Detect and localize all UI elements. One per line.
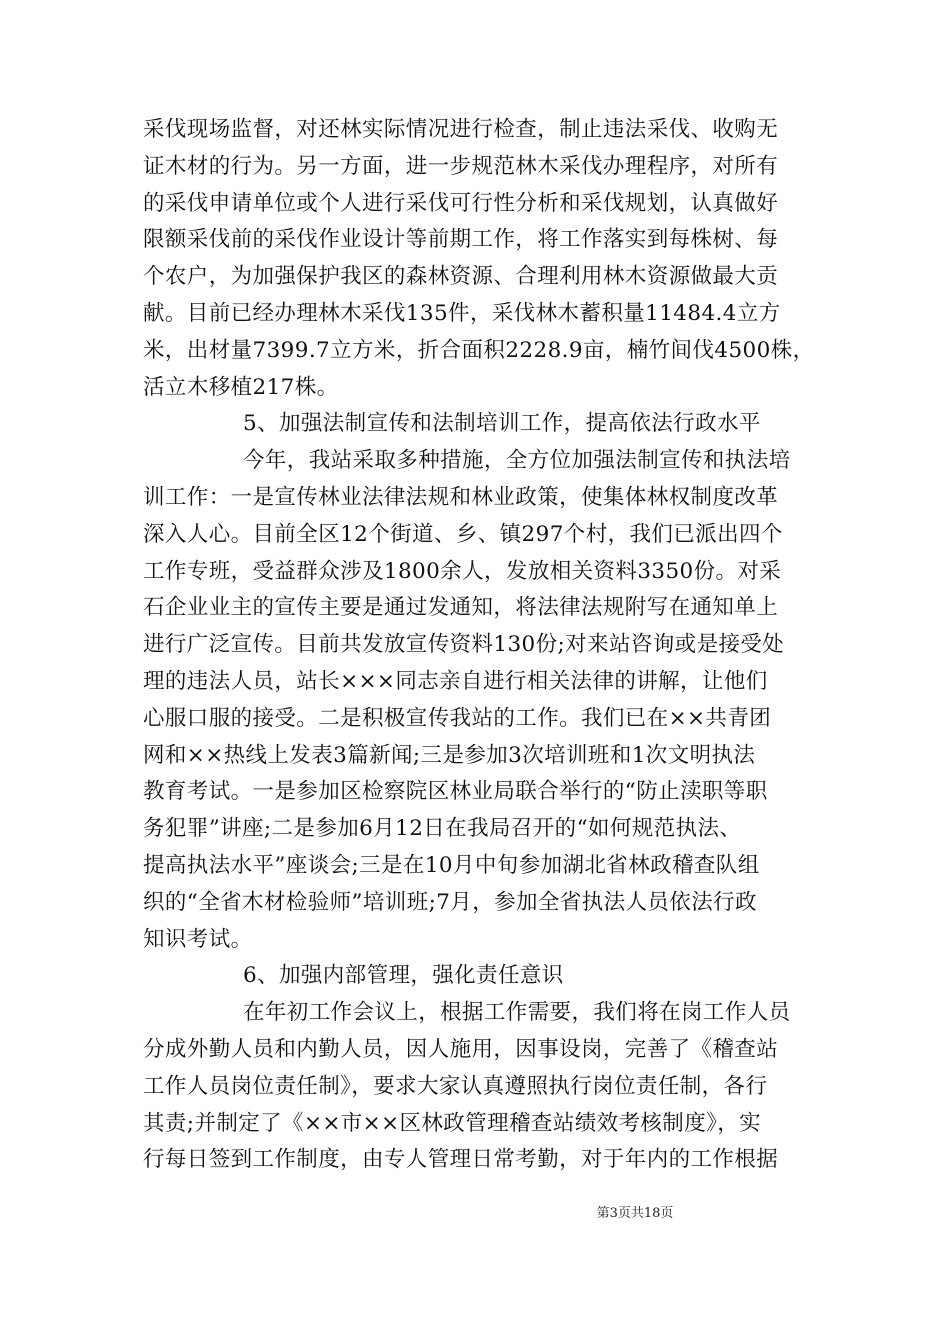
heading-text: 5、加强法制宣传和法制培训工作，提高依法行政水平 — [243, 411, 761, 437]
section-heading-5 — [143, 406, 813, 443]
text-line: 限额采伐前的采伐作业设计等前期工作，将工作落实到每株树、每 — [143, 227, 779, 253]
paragraph-internal-management — [143, 995, 813, 1179]
text-line: 工作人员岗位责任制》，要求大家认真遵照执行岗位责任制，各行 — [143, 1073, 768, 1099]
text-line: 石企业业主的宣传主要是通过发通知，将法律法规附写在通知单上 — [143, 595, 779, 621]
text-line: 分成外勤人员和内勤人员，因人施用，因事设岗，完善了《稽查站 — [143, 1036, 779, 1062]
text-line: 提高执法水平”座谈会;三是在10月中旬参加湖北省林政稽查队组 — [143, 852, 760, 878]
page-number-label: 第3页共18页 — [596, 1206, 674, 1221]
text-line: 务犯罪”讲座;二是参加6月12日在我局召开的“如何规范执法、 — [143, 816, 742, 842]
text-line: 心服口服的接受。二是积极宣传我站的工作。我们已在××共青团 — [143, 705, 772, 731]
text-line: 的采伐申请单位或个人进行采伐可行性分析和采伐规划，认真做好 — [143, 190, 779, 216]
text-line: 其责;并制定了《××市××区林政管理稽查站绩效考核制度》，实 — [143, 1110, 762, 1136]
text-line: 米，出材量7399.7立方米，折合面积2228.9亩，楠竹间伐4500株， — [143, 337, 815, 363]
heading-text: 6、加强内部管理，强化责任意识 — [243, 963, 564, 989]
text-line: 深入人心。目前全区12个街道、乡、镇297个村，我们已派出四个 — [143, 521, 783, 547]
text-line: 知识考试。 — [143, 926, 253, 952]
text-line: 训工作：一是宣传林业法律法规和林业政策，使集体林权制度改革 — [143, 484, 779, 510]
text-line: 采伐现场监督，对还林实际情况进行检查，制止违法采伐、收购无 — [143, 117, 779, 142]
text-line: 理的违法人员，站长×××同志亲自进行相关法律的讲解，让他们 — [143, 668, 768, 694]
text-line: 证木材的行为。另一方面，进一步规范林木采伐办理程序，对所有 — [143, 153, 779, 179]
document-body — [143, 112, 813, 1179]
section-heading-6 — [143, 958, 813, 995]
text-line: 行每日签到工作制度，由专人管理日常考勤，对于年内的工作根据 — [143, 1147, 779, 1173]
text-line: 活立木移植217株。 — [143, 374, 339, 400]
text-line: 进行广泛宣传。目前共发放宣传资料130份;对来站咨询或是接受处 — [143, 632, 785, 658]
text-line: 织的“全省木材检验师”培训班;7月，参加全省执法人员依法行政 — [143, 889, 757, 915]
page-footer — [0, 1202, 950, 1221]
text-line: 献。目前已经办理林木采伐135件，采伐林木蓄积量11484.4立方 — [143, 300, 781, 326]
text-line: 工作专班，受益群众涉及1800余人，发放相关资料3350份。对采 — [143, 558, 782, 584]
text-line: 教育考试。一是参加区检察院区林业局联合举行的“防止渎职等职 — [143, 779, 768, 805]
paragraph-harvest-supervision — [143, 112, 813, 406]
text-line: 今年，我站采取多种措施，全方位加强法制宣传和执法培 — [243, 448, 791, 474]
text-line: 在年初工作会议上，根据工作需要，我们将在岗工作人员 — [243, 1000, 791, 1026]
paragraph-legal-publicity — [143, 443, 813, 958]
text-line: 个农户，为加强保护我区的森林资源、合理利用林木资源做最大贡 — [143, 264, 779, 290]
text-line: 网和××热线上发表3篇新闻;三是参加3次培训班和1次文明执法 — [143, 742, 756, 768]
